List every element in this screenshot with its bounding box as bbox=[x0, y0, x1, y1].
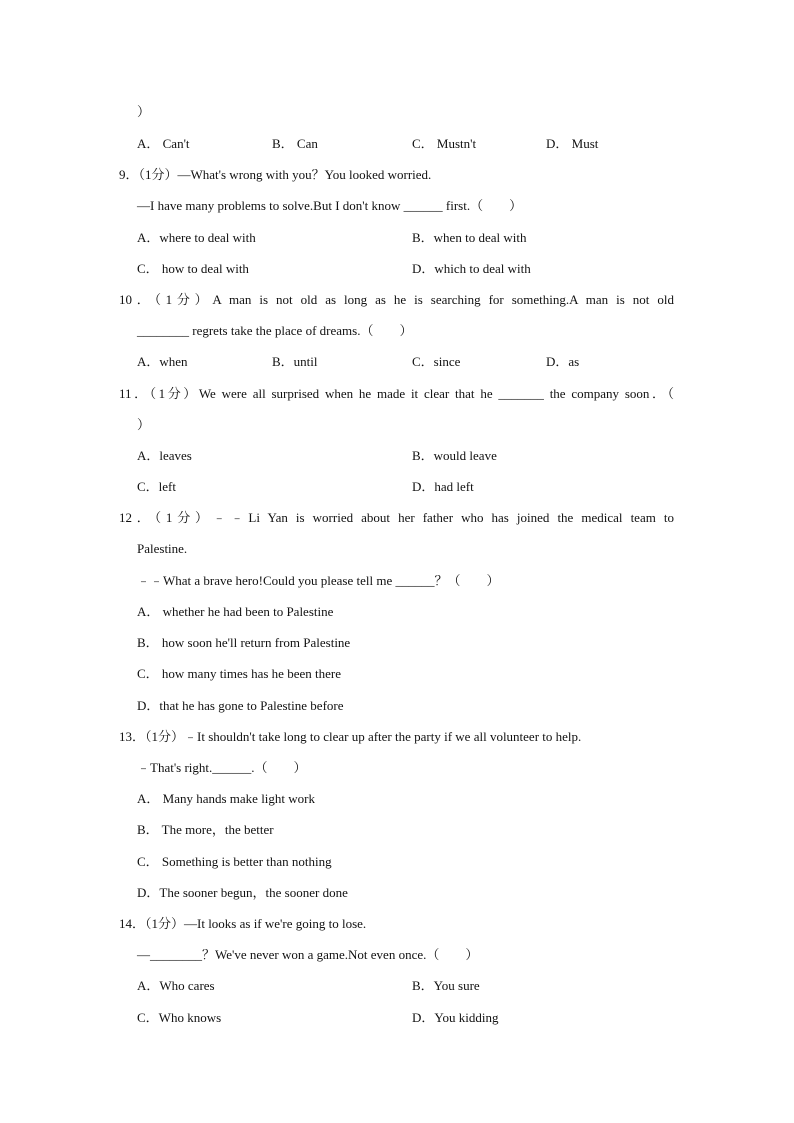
q12-option-a[interactable]: A． whether he had been to Palestine bbox=[137, 604, 334, 619]
q13-stem: 13．（1分）﹣It shouldn't take long to clear up after the party if we all volunteer to help. bbox=[119, 729, 582, 744]
q11-option-d[interactable]: D．had left bbox=[412, 479, 474, 494]
q12-stem-continuation: Palestine. bbox=[137, 541, 188, 556]
q9-option-c[interactable]: C． how to deal with bbox=[137, 261, 249, 276]
q11-stem-continuation: ） bbox=[137, 417, 151, 432]
q14-option-a[interactable]: A．Who cares bbox=[137, 978, 215, 993]
q12-option-b[interactable]: B． how soon he'll return from Palestine bbox=[137, 635, 351, 650]
q10-option-a[interactable]: A．when bbox=[137, 354, 188, 369]
q12-dialogue-line: ﹣﹣What a brave hero!Could you please tell me ______？（ ） bbox=[137, 573, 500, 588]
q8-stem-continuation: ） bbox=[137, 104, 151, 119]
q9-stem: 9．（1分）—What's wrong with you？You looked worried. bbox=[119, 167, 432, 182]
q9-option-b[interactable]: B．when to deal with bbox=[412, 230, 527, 245]
q11-option-c[interactable]: C．left bbox=[137, 479, 176, 494]
q8-option-d[interactable]: D． Must bbox=[546, 136, 599, 151]
q10-option-d[interactable]: D．as bbox=[546, 354, 580, 369]
q10-stem-continuation: ________ regrets take the place of dreams.（ ） bbox=[137, 323, 413, 338]
q11-option-b[interactable]: B．would leave bbox=[412, 448, 497, 463]
q12-option-d[interactable]: D．that he has gone to Palestine before bbox=[137, 698, 344, 713]
q10-option-c[interactable]: C．since bbox=[412, 354, 461, 369]
q14-option-c[interactable]: C．Who knows bbox=[137, 1010, 222, 1025]
q8-option-b[interactable]: B． Can bbox=[272, 136, 318, 151]
q14-stem: 14．（1分）—It looks as if we're going to lose. bbox=[119, 916, 367, 931]
q9-option-a[interactable]: A．where to deal with bbox=[137, 230, 256, 245]
q8-option-c[interactable]: C． Mustn't bbox=[412, 136, 477, 151]
q14-option-d[interactable]: D．You kidding bbox=[412, 1010, 499, 1025]
q12-option-c[interactable]: C． how many times has he been there bbox=[137, 666, 341, 681]
q12-stem: 12．（1分）﹣﹣Li Yan is worried about her father who has joined the medical team to bbox=[119, 510, 674, 525]
q13-option-b[interactable]: B． The more，the better bbox=[137, 822, 274, 837]
q13-option-c[interactable]: C． Something is better than nothing bbox=[137, 854, 332, 869]
q14-dialogue-line: —________？We've never won a game.Not even once.（ ） bbox=[137, 947, 479, 962]
q10-stem: 10．（1分）A man is not old as long as he is searching for something.A man is not old bbox=[119, 292, 674, 307]
q14-option-b[interactable]: B．You sure bbox=[412, 978, 480, 993]
q9-option-d[interactable]: D．which to deal with bbox=[412, 261, 531, 276]
q13-option-a[interactable]: A． Many hands make light work bbox=[137, 791, 316, 806]
q9-dialogue-line: —I have many problems to solve.But I don't know ______ first.（ ） bbox=[137, 198, 523, 213]
q11-option-a[interactable]: A．leaves bbox=[137, 448, 192, 463]
q11-stem: 11．（1分）We were all surprised when he made it clear that he _______ the company soon．（ bbox=[119, 386, 674, 401]
q13-option-d[interactable]: D．The sooner begun，the sooner done bbox=[137, 885, 348, 900]
q13-dialogue-line: ﹣That's right.______.（ ） bbox=[137, 760, 307, 775]
q10-option-b[interactable]: B．until bbox=[272, 354, 318, 369]
q8-option-a[interactable]: A． Can't bbox=[137, 136, 190, 151]
